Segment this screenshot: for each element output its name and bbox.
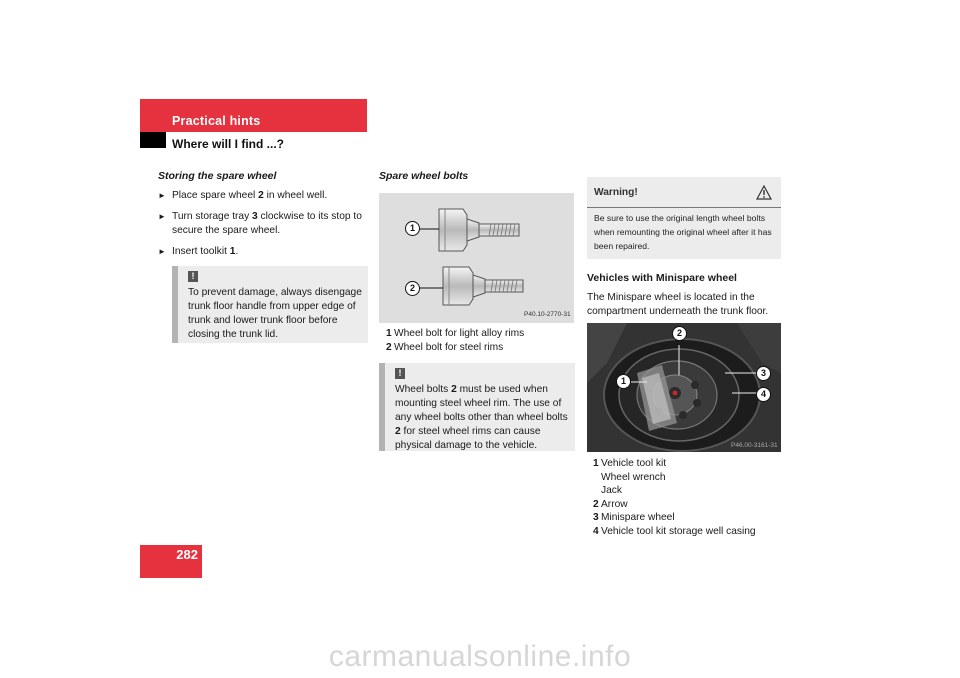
- legend-item: 2 Wheel bolt for steel rims: [386, 341, 504, 353]
- minispare-intro: The Minispare wheel is located in the compartment underneath the trunk floor.: [587, 292, 769, 317]
- warning-divider: [587, 207, 781, 208]
- note-text: Wheel bolts 2 must be used when mounting steel wheel rim. The use of any wheel bolts other than wheel bolts 2 for steel wheel rims can cause physical damage to the vehicle.: [395, 384, 568, 451]
- page-number: 282: [176, 547, 198, 562]
- image-code: P40.10-2770-31: [524, 311, 571, 318]
- callout-4: 4: [756, 387, 771, 402]
- note-bar: [172, 266, 178, 343]
- watermark: carmanualsonline.info: [328, 640, 632, 673]
- steel-rim-bolt: [443, 267, 523, 305]
- bolts-legend: [386, 327, 576, 354]
- heading-storing-spare-wheel: Storing the spare wheel: [158, 170, 277, 182]
- heading-spare-wheel-bolts: Spare wheel bolts: [379, 170, 469, 182]
- note-text: To prevent damage, always disengage trunk floor handle from upper edge of trunk and lower trunk floor before closing the trunk lid.: [188, 287, 362, 340]
- step-item: ► Place spare wheel 2 in wheel well.: [158, 190, 328, 201]
- legend-item: 4 Vehicle tool kit storage well casing: [593, 525, 756, 537]
- callout-2: 2: [672, 326, 687, 341]
- callout-2: 2: [405, 281, 420, 296]
- alloy-rim-bolt: [439, 209, 519, 251]
- note-box: [379, 363, 575, 451]
- callout-1: 1: [616, 374, 631, 389]
- note-box: [172, 266, 368, 343]
- legend-item: 2 Arrow: [593, 498, 628, 510]
- exclamation-icon: !: [395, 368, 405, 379]
- warning-box: [587, 177, 781, 259]
- section-title: Practical hints: [172, 114, 261, 128]
- image-code: P46.00-3161-31: [731, 442, 778, 449]
- column-1: [158, 170, 368, 259]
- minispare-photo: [587, 323, 781, 452]
- bullet-arrow-icon: ►: [158, 212, 166, 221]
- bolts-illustration: [379, 193, 574, 323]
- header-marker: [140, 132, 166, 148]
- warning-triangle-icon: [756, 185, 772, 200]
- legend-item: 3 Minispare wheel: [593, 512, 675, 523]
- heading-minispare: Vehicles with Minispare wheel: [587, 272, 737, 284]
- bullet-arrow-icon: ►: [158, 247, 166, 256]
- legend-item: 1 Wheel bolt for light alloy rims: [386, 328, 525, 339]
- bullet-arrow-icon: ►: [158, 191, 166, 200]
- callout-1: 1: [405, 221, 420, 236]
- wheel-bolts-drawing: [379, 193, 574, 323]
- warning-text: Be sure to use the original length wheel bolts when remounting the original wheel after it has been repaired.: [594, 213, 772, 251]
- exclamation-icon: !: [188, 271, 198, 282]
- minispare-legend: [593, 457, 783, 538]
- legend-item: 1 Vehicle tool kit Wheel wrench Jack: [593, 458, 667, 496]
- callout-3: 3: [756, 366, 771, 381]
- trunk-well-drawing: [587, 323, 781, 452]
- section-subtitle: Where will I find ...?: [172, 137, 285, 151]
- note-bar: [379, 363, 385, 451]
- step-item: ► Insert toolkit 1.: [158, 246, 239, 257]
- warning-title: Warning!: [594, 187, 638, 198]
- step-item: ► Turn storage tray 3 clockwise to its stop to secure the spare wheel.: [158, 211, 362, 236]
